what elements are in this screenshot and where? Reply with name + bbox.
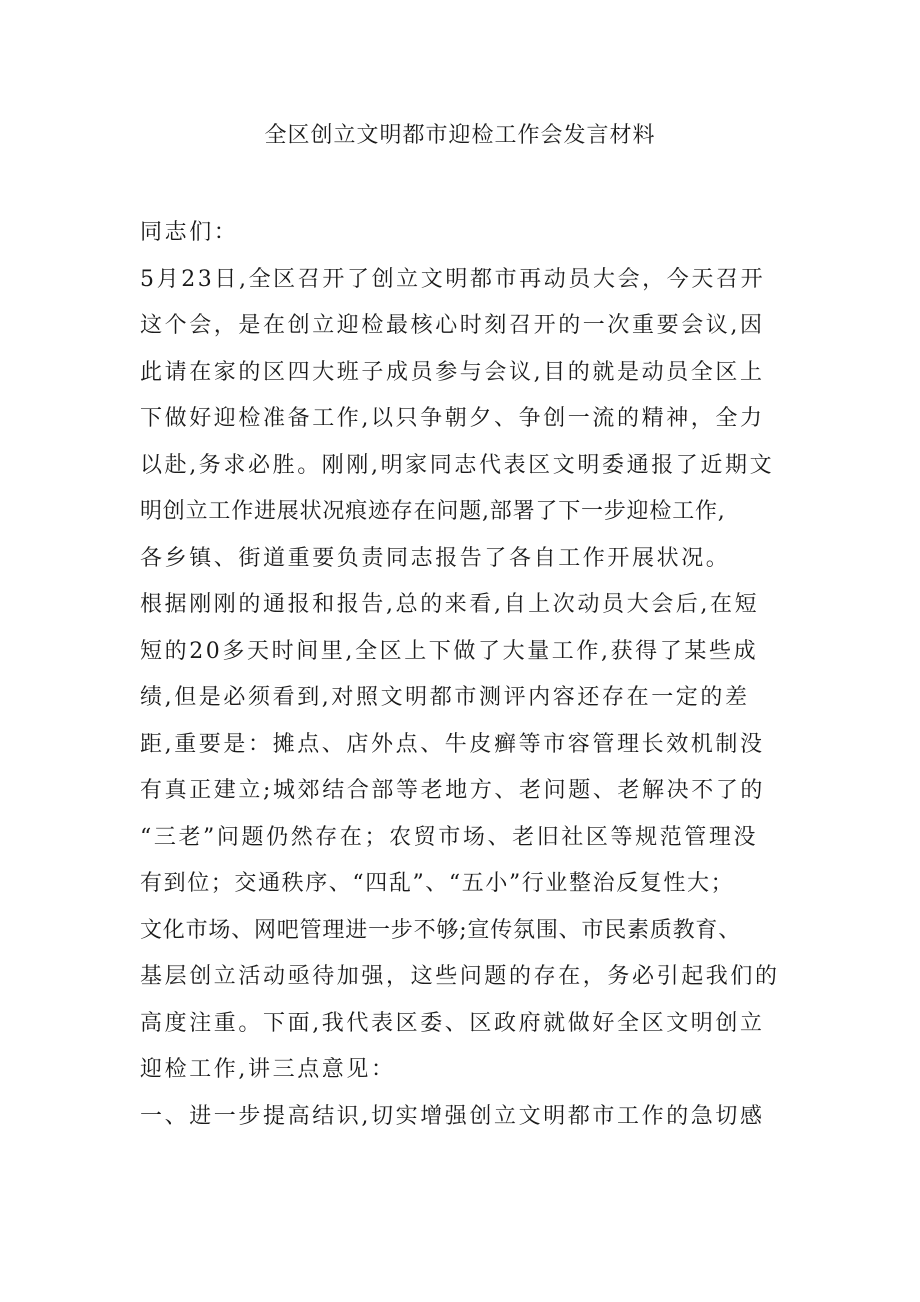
paragraph-line: “三老”问题仍然存在；农贸市场、老旧社区等规范管理没 [140,824,759,850]
paragraph-line: 文化市场、网吧管理进一步不够;宣传氛围、市民素质教育、 [140,917,742,943]
paragraph-line: 高度注重。下面,我代表区委、区政府就做好全区文明创立 [140,1010,765,1036]
paragraph-line: 下做好迎检准备工作,以只争朝夕、争创一流的精神，全力 [140,406,765,431]
paragraph-line: 距,重要是：摊点、店外点、牛皮癣等市容管理长效机制没 [140,731,765,757]
paragraph-line: 明创立工作进展状况痕迹存在问题,部署了下一步迎检工作, [140,499,726,524]
document-title: 全区创立文明都市迎检工作会发言材料 [264,123,656,148]
paragraph-line: 以赴,务求必胜。刚刚,明家同志代表区文明委通报了近期文 [140,452,775,478]
paragraph-line: 这个会，是在创立迎检最核心时刻召开的一次重要会议,因 [140,313,765,338]
paragraph-line: 有真正建立;城郊结合部等老地方、老问题、老解决不了的 [140,778,766,803]
paragraph-line: 同志们： [140,220,239,245]
paragraph-line: 有到位；交通秩序、“四乱”、“五小”行业整治反复性大； [140,871,735,896]
paragraph-line: 5月23日,全区召开了创立文明都市再动员大会，今天召开 [140,266,766,292]
section-heading-line: 一、进一步提高结识,切实增强创立文明都市工作的急切感 [140,1103,765,1129]
paragraph-line: 基层创立活动亟待加强，这些问题的存在，务必引起我们的 [140,964,780,989]
paragraph-line: 绩,但是必须看到,对照文明都市测评内容还存在一定的差 [140,685,750,710]
paragraph-line: 此请在家的区四大班子成员参与会议,目的就是动员全区上 [140,359,765,385]
paragraph-line: 短的20多天时间里,全区上下做了大量工作,获得了某些成 [140,638,759,664]
document-body [140,210,780,1140]
paragraph-line: 迎检工作,讲三点意见： [140,1057,396,1082]
paragraph-line: 根据刚刚的通报和报告,总的来看,自上次动员大会后,在短 [140,592,760,617]
paragraph-line: 各乡镇、街道重要负责同志报告了各自工作开展状况。 [140,545,731,571]
